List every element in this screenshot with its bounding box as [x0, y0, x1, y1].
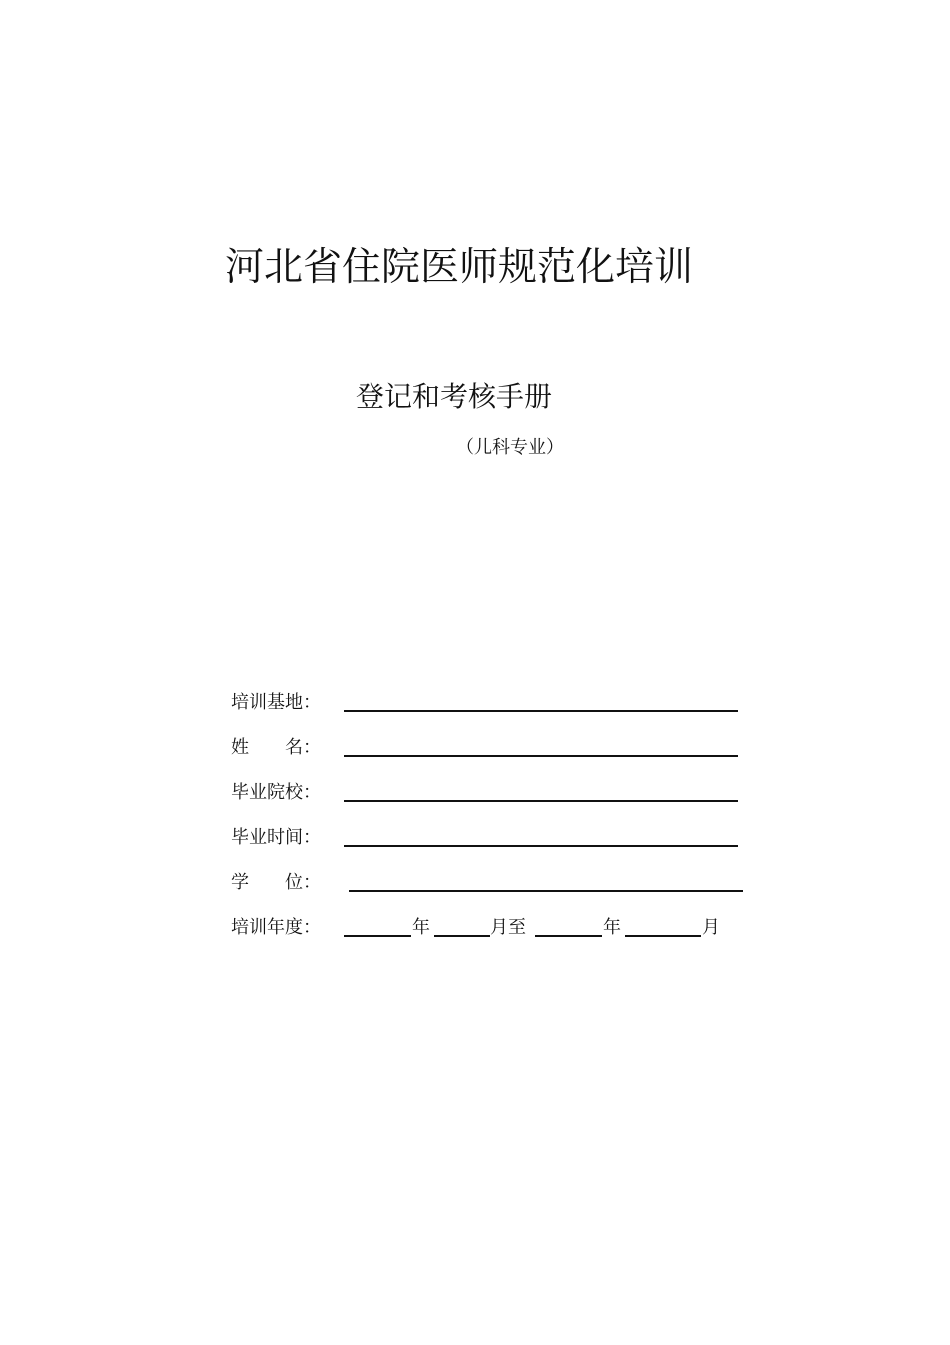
- end-year-line[interactable]: [535, 935, 602, 937]
- start-month-line[interactable]: [434, 935, 490, 937]
- name-line[interactable]: [344, 755, 738, 757]
- year-unit: 年: [603, 917, 621, 938]
- start-year-line[interactable]: [344, 935, 411, 937]
- field-graduation-date: [231, 825, 751, 851]
- field-graduate-school: [231, 780, 751, 806]
- training-base-line[interactable]: [344, 710, 738, 712]
- year-unit: 年: [412, 917, 430, 938]
- field-training-base: [231, 690, 751, 716]
- field-label: 学 位：: [231, 872, 321, 893]
- field-label: 姓 名：: [231, 737, 321, 758]
- month-to-unit: 月至: [490, 917, 526, 938]
- field-name: [231, 735, 751, 761]
- graduation-date-line[interactable]: [344, 845, 738, 847]
- field-degree: [231, 870, 751, 896]
- document-subtitle: 登记和考核手册: [356, 380, 553, 413]
- field-label: 毕业院校：: [231, 782, 321, 803]
- degree-line[interactable]: [349, 890, 743, 892]
- end-month-line[interactable]: [625, 935, 701, 937]
- document-title: 河北省住院医师规范化培训: [225, 245, 694, 290]
- field-training-year: [231, 915, 751, 941]
- specialty-label: （儿科专业）: [456, 437, 564, 458]
- month-unit: 月: [702, 917, 720, 938]
- field-label: 培训年度：: [231, 917, 321, 938]
- field-label: 培训基地：: [231, 692, 321, 713]
- field-label: 毕业时间：: [231, 827, 321, 848]
- graduate-school-line[interactable]: [344, 800, 738, 802]
